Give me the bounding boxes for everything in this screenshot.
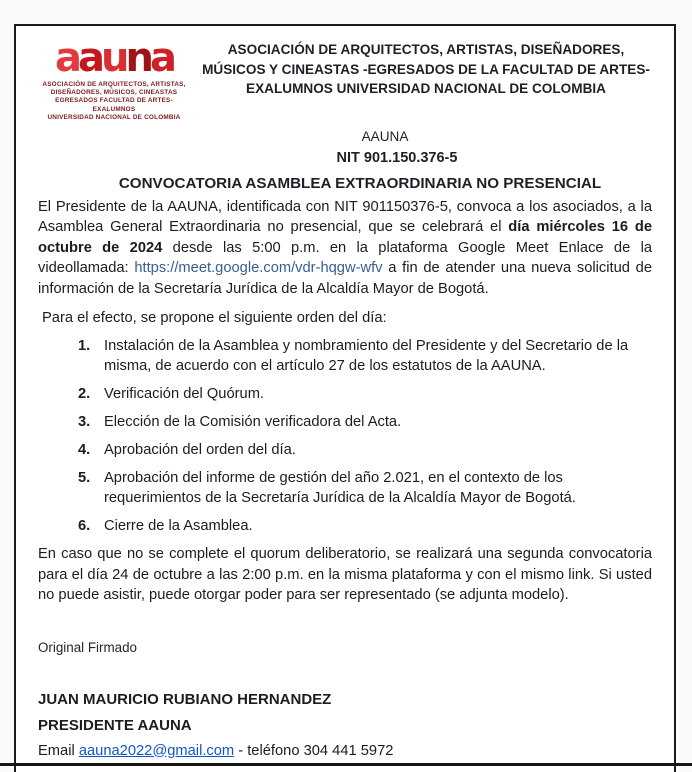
agenda-item-text: Verificación del Quórum.: [104, 386, 265, 403]
logo-letter: n: [125, 35, 150, 81]
agenda-item: [38, 516, 652, 536]
agenda-item: [38, 336, 652, 377]
agenda-item-number: 3.: [78, 414, 91, 431]
second-call-paragraph: En caso que no se complete el quorum deliberatorio, se realizará una segunda convocatoria para el día 24 de octubre a las 2:00 p.m. en la misma plataforma y con el mismo link. Si usted no puede asistir, puede otorgar poder para ser representado (se adjunta modelo).: [38, 546, 652, 604]
phone-text: - teléfono 304 441 5972: [234, 742, 394, 759]
signer-name: JUAN MAURICIO RUBIANO HERNANDEZ: [38, 690, 332, 708]
logo-caption: [38, 81, 190, 122]
agenda-item: [38, 412, 652, 432]
agenda-item-text: Cierre de la Asamblea.: [104, 518, 253, 535]
org-name: ASOCIACIÓN DE ARQUITECTOS, ARTISTAS, DISEÑADORES, MÚSICOS Y CINEASTAS -EGRESADOS DE LA FACULTAD DE ARTES- EXALUMNOS UNIVERSIDAD NACIONAL DE COLOMBIA: [202, 42, 650, 96]
meeting-date: día miércoles 16 de octubre de 2024: [38, 219, 652, 256]
agenda-item-number: 2.: [78, 386, 91, 403]
signer-role: PRESIDENTE AAUNA: [38, 716, 192, 734]
agenda-item: [38, 384, 652, 404]
org-header: [190, 34, 652, 99]
agenda-item-text: Elección de la Comisión verificadora del Acta.: [104, 414, 402, 431]
email-link[interactable]: aauna2022@gmail.com: [78, 742, 235, 759]
logo-caption-line: UNIVERSIDAD NACIONAL DE COLOMBIA: [47, 113, 181, 121]
paragraph1-lead: El Presidente de la AAUNA, identificada con NIT 901150376-5, convoca a los asociados, a la Asamblea General Extraordinaria no presencial, que se celebrará el: [38, 199, 652, 236]
logo-letter: u: [101, 35, 126, 81]
logo-letter: a: [55, 35, 79, 81]
logo-caption-line: EGRESADOS FACULTAD DE ARTES-EXALUMNOS: [55, 97, 173, 113]
page-bottom-rule: [0, 763, 692, 766]
logo-caption-line: ASOCIACIÓN DE ARQUITECTOS, ARTISTAS,: [42, 81, 186, 88]
agenda-item: [38, 468, 652, 509]
email-label: Email: [38, 742, 79, 759]
paragraph1-tail: a fin de atender una nueva solicitud de información de la Secretaría Jurídica de la Alcaldía Mayor de Bogotá.: [38, 260, 652, 297]
agenda-intro: Para el efecto, se propone el siguiente orden del día:: [42, 310, 387, 327]
aauna-logo: [38, 34, 190, 122]
agenda-item-number: 6.: [78, 518, 91, 535]
contact-line: [38, 743, 652, 759]
agenda-item-text: Aprobación del informe de gestión del año 2.021, en el contexto de los requerimientos de la Secretaría Jurídica de la Alcaldía Mayor de Bogotá.: [104, 470, 576, 507]
document-page: [14, 24, 676, 772]
agenda-item-number: 1.: [78, 338, 91, 355]
agenda-item-text: Instalación de la Asamblea y nombramiento del Presidente y del Secretario de la misma, de acuerdo con el artículo 27 de los estatutos de la AAUNA.: [104, 338, 629, 375]
original-signed-note: Original Firmado: [38, 639, 137, 655]
agenda-item: [38, 440, 652, 460]
logo-letter: a: [149, 35, 173, 81]
org-nit: NIT 901.150.376-5: [336, 150, 458, 167]
paragraph1-mid: desde las 5:00 p.m. en la plataforma Google Meet Enlace de la videollamada:: [38, 239, 652, 277]
convocation-paragraph: [38, 197, 652, 299]
logo-caption-line: DISEÑADORES, MÚSICOS, CINEASTAS: [50, 89, 178, 97]
agenda-item-number: 5.: [78, 470, 91, 487]
document-title: CONVOCATORIA ASAMBLEA EXTRAORDINARIA NO PRESENCIAL: [118, 175, 602, 193]
aauna-logo-wordmark: [38, 35, 190, 81]
logo-letter: a: [78, 35, 102, 81]
agenda-item-number: 4.: [78, 442, 91, 459]
letterhead: [38, 34, 652, 122]
org-acronym: AAUNA: [361, 129, 409, 145]
google-meet-link[interactable]: https://meet.google.com/vdr-hqgw-wfv: [134, 260, 383, 277]
agenda-list: [38, 336, 652, 537]
agenda-item-text: Aprobación del orden del día.: [104, 442, 296, 459]
